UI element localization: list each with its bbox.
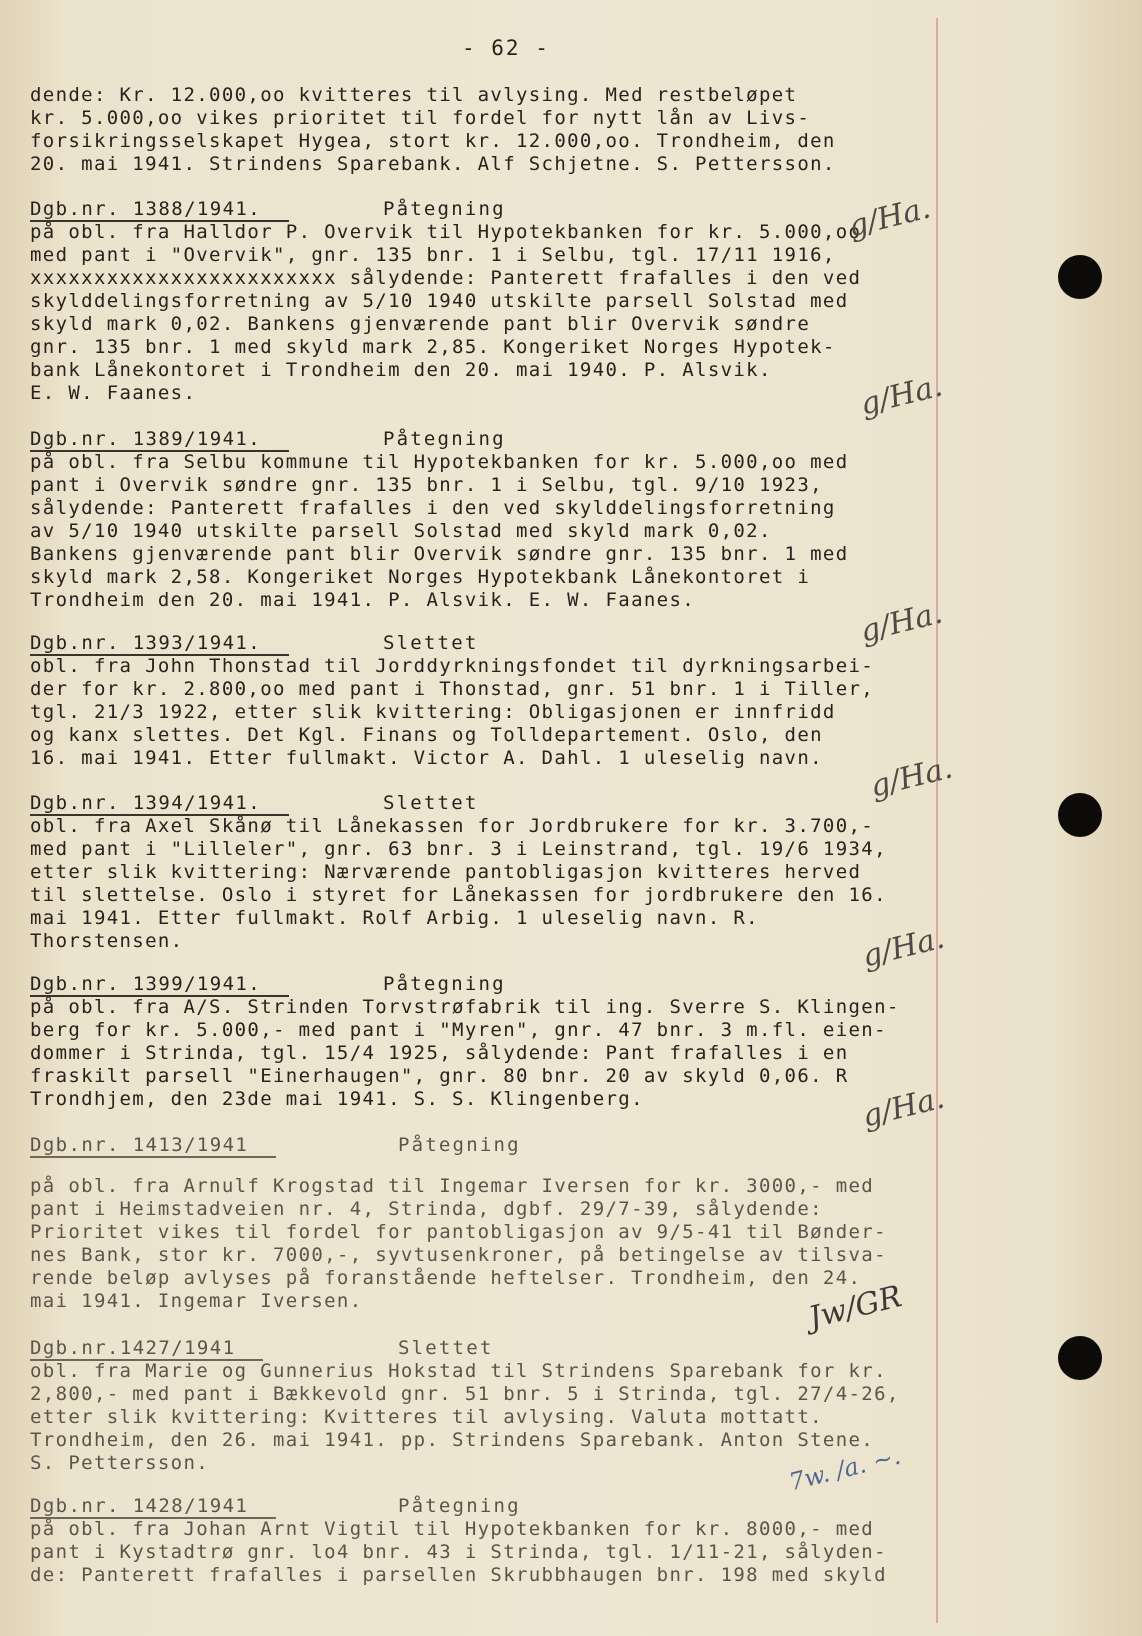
entry-number: Dgb.nr. 1393/1941. bbox=[30, 632, 289, 656]
text-line: forsikringsselskapet Hygea, stort kr. 12.000,oo. Trondheim, den bbox=[30, 130, 836, 152]
text-line: skyld mark 2,58. Kongeriket Norges Hypotekbank Lånekontoret i bbox=[30, 566, 811, 588]
punch-hole bbox=[1058, 793, 1102, 837]
handwritten-initials: 7w. /a. ~. bbox=[786, 1441, 904, 1497]
text-line: kr. 5.000,oo vikes prioritet til fordel for nytt lån av Livs- bbox=[30, 107, 811, 129]
entry-kind: Slettet bbox=[383, 792, 479, 814]
entry-kind: Påtegning bbox=[398, 1134, 521, 1156]
register-entry bbox=[30, 1134, 936, 1313]
text-line: Bankens gjenværende pant blir Overvik søndre gnr. 135 bnr. 1 med bbox=[30, 543, 849, 565]
register-entry bbox=[30, 973, 936, 1111]
handwritten-initials: g/Ha. bbox=[858, 920, 948, 975]
text-line: nes Bank, stor kr. 7000,-, syvtusenkroner, på betingelse av tilsva- bbox=[30, 1244, 887, 1266]
text-line: på obl. fra Halldor P. Overvik til Hypotekbanken for kr. 5.000,oo bbox=[30, 221, 862, 243]
text-line: 20. mai 1941. Strindens Sparebank. Alf Schjetne. S. Pettersson. bbox=[30, 153, 836, 175]
text-line: pant i Heimstadveien nr. 4, Strinda, dgbf. 29/7-39, sålydende: bbox=[30, 1198, 823, 1220]
text-line: berg for kr. 5.000,- med pant i "Myren", gnr. 47 bnr. 3 m.fl. eien- bbox=[30, 1019, 887, 1041]
entry-kind: Påtegning bbox=[383, 973, 506, 995]
text-line: og kanx slettes. Det Kgl. Finans og Tolldepartement. Oslo, den bbox=[30, 724, 823, 746]
entry-number: Dgb.nr. 1399/1941. bbox=[30, 973, 289, 997]
entry-number: Dgb.nr. 1388/1941. bbox=[30, 198, 289, 222]
entry-kind: Påtegning bbox=[383, 428, 506, 450]
text-line: av 5/10 1940 utskilte parsell Solstad med skyld mark 0,02. bbox=[30, 520, 772, 542]
entry-number: Dgb.nr.1427/1941 bbox=[30, 1337, 263, 1361]
register-entry bbox=[30, 792, 936, 953]
text-line: pant i Kystadtrø gnr. lo4 bnr. 43 i Strinda, tgl. 1/11-21, sålyden- bbox=[30, 1541, 887, 1563]
text-line: xxxxxxxxxxxxxxxxxxxxxxxx sålydende: Panterett frafalles i den ved bbox=[30, 267, 862, 289]
text-line: Prioritet vikes til fordel for pantobligasjon av 9/5-41 til Bønder- bbox=[30, 1221, 887, 1243]
text-line: mai 1941. Etter fullmakt. Rolf Arbig. 1 uleselig navn. R. bbox=[30, 907, 759, 929]
register-entry bbox=[30, 198, 936, 405]
text-line: dende: Kr. 12.000,oo kvitteres til avlysing. Med restbeløpet bbox=[30, 84, 798, 106]
text-line: på obl. fra A/S. Strinden Torvstrøfabrik til ing. Sverre S. Klingen- bbox=[30, 996, 900, 1018]
text-line: på obl. fra Johan Arnt Vigtil til Hypotekbanken for kr. 8000,- med bbox=[30, 1518, 875, 1540]
text-line: Trondheim den 20. mai 1941. P. Alsvik. E. W. Faanes. bbox=[30, 589, 696, 611]
text-line: skyld mark 0,02. Bankens gjenværende pant blir Overvik søndre bbox=[30, 313, 811, 335]
text-line: med pant i "Lilleler", gnr. 63 bnr. 3 i Leinstrand, tgl. 19/6 1934, bbox=[30, 838, 887, 860]
text-line: bank Lånekontoret i Trondheim den 20. mai 1940. P. Alsvik. bbox=[30, 359, 772, 381]
handwritten-initials: Jw/GR bbox=[805, 1279, 906, 1336]
handwritten-initials: g/Ha. bbox=[844, 190, 934, 245]
entry-kind: Påtegning bbox=[383, 198, 506, 220]
punch-hole bbox=[1058, 1336, 1102, 1380]
entry-number: Dgb.nr. 1428/1941 bbox=[30, 1495, 276, 1519]
text-line: obl. fra John Thonstad til Jorddyrkningsfondet til dyrkningsarbei- bbox=[30, 655, 875, 677]
text-line: S. Pettersson. bbox=[30, 1452, 210, 1474]
text-line: obl. fra Axel Skånø til Lånekassen for Jordbrukere for kr. 3.700,- bbox=[30, 815, 875, 837]
punch-hole bbox=[1058, 255, 1102, 299]
register-entry bbox=[30, 1495, 936, 1587]
text-line: gnr. 135 bnr. 1 med skyld mark 2,85. Kongeriket Norges Hypotek- bbox=[30, 336, 836, 358]
text-line: der for kr. 2.800,oo med pant i Thonstad, gnr. 51 bnr. 1 i Tiller, bbox=[30, 678, 875, 700]
text-line: fraskilt parsell "Einerhaugen", gnr. 80 bnr. 20 av skyld 0,06. R bbox=[30, 1065, 849, 1087]
text-line: E. W. Faanes. bbox=[30, 382, 197, 404]
text-line: skylddelingsforretning av 5/10 1940 utskilte parsell Solstad med bbox=[30, 290, 849, 312]
handwritten-initials: g/Ha. bbox=[856, 595, 946, 650]
margin-rule bbox=[936, 18, 938, 1623]
text-line: mai 1941. Ingemar Iversen. bbox=[30, 1290, 363, 1312]
entry-number: Dgb.nr. 1389/1941. bbox=[30, 428, 289, 452]
text-line: dommer i Strinda, tgl. 15/4 1925, sålydende: Pant frafalles i en bbox=[30, 1042, 849, 1064]
register-entry bbox=[30, 428, 936, 612]
text-line: 2,800,- med pant i Bækkevold gnr. 51 bnr. 5 i Strinda, tgl. 27/4-26, bbox=[30, 1383, 900, 1405]
entry-number: Dgb.nr. 1413/1941 bbox=[30, 1134, 276, 1158]
entry-kind: Påtegning bbox=[398, 1495, 521, 1517]
text-line: på obl. fra Arnulf Krogstad til Ingemar Iversen for kr. 3000,- med bbox=[30, 1175, 875, 1197]
text-line: Thorstensen. bbox=[30, 930, 184, 952]
entry-kind: Slettet bbox=[383, 632, 479, 654]
handwritten-initials: g/Ha. bbox=[866, 750, 956, 805]
handwritten-initials: g/Ha. bbox=[858, 1080, 948, 1135]
text-line: de: Panterett frafalles i parsellen Skrubbhaugen bnr. 198 med skyld bbox=[30, 1564, 887, 1586]
text-line: sålydende: Panterett frafalles i den ved skylddelingsforretning bbox=[30, 497, 836, 519]
text-line: Trondhjem, den 23de mai 1941. S. S. Klingenberg. bbox=[30, 1088, 644, 1110]
text-line: obl. fra Marie og Gunnerius Hokstad til Strindens Sparebank for kr. bbox=[30, 1360, 887, 1382]
text-line: Trondheim, den 26. mai 1941. pp. Strindens Sparebank. Anton Stene. bbox=[30, 1429, 875, 1451]
entry-kind: Slettet bbox=[398, 1337, 494, 1359]
handwritten-initials: g/Ha. bbox=[856, 368, 946, 423]
register-entry bbox=[30, 632, 936, 770]
text-line: med pant i "Overvik", gnr. 135 bnr. 1 i Selbu, tgl. 17/11 1916, bbox=[30, 244, 836, 266]
register-entry bbox=[30, 1337, 936, 1475]
text-line: pant i Overvik søndre gnr. 135 bnr. 1 i Selbu, tgl. 9/10 1923, bbox=[30, 474, 823, 496]
text-line: rende beløp avlyses på foranstående heftelser. Trondheim, den 24. bbox=[30, 1267, 862, 1289]
page-number: - 62 - bbox=[462, 36, 550, 60]
text-line: 16. mai 1941. Etter fullmakt. Victor A. Dahl. 1 uleselig navn. bbox=[30, 747, 823, 769]
text-line: etter slik kvittering: Kvitteres til avlysing. Valuta mottatt. bbox=[30, 1406, 823, 1428]
text-line: tgl. 21/3 1922, etter slik kvittering: Obligasjonen er innfridd bbox=[30, 701, 836, 723]
text-line: etter slik kvittering: Nærværende pantobligasjon kvitteres herved bbox=[30, 861, 862, 883]
text-line: på obl. fra Selbu kommune til Hypotekbanken for kr. 5.000,oo med bbox=[30, 451, 849, 473]
entry-number: Dgb.nr. 1394/1941. bbox=[30, 792, 289, 816]
continuation-paragraph bbox=[30, 84, 930, 176]
text-line: til slettelse. Oslo i styret for Lånekassen for jordbrukere den 16. bbox=[30, 884, 887, 906]
